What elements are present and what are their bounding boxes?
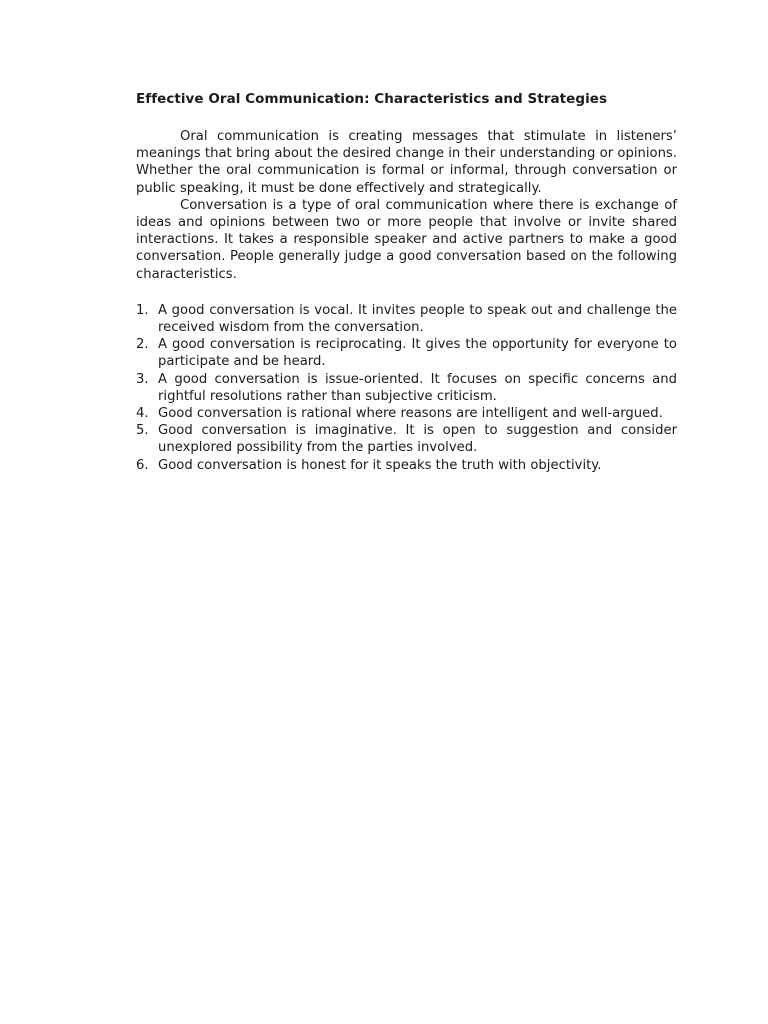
document-page (136, 90, 677, 474)
list-item (136, 336, 677, 370)
paragraph-oral-communication: Oral communication is creating messages that stimulate in listeners’ meanings that bring about the desired change in their understanding or opinions. Whether the oral communication is formal or informal, through conversation or public speaking, it must be done effectively and strategically. (136, 129, 677, 196)
list-item-number: 1. (136, 302, 149, 318)
document-title: Effective Oral Communication: Characteristics and Strategies (136, 91, 608, 107)
list-item (136, 457, 677, 474)
list-item (136, 422, 677, 456)
list-item-number: 2. (136, 337, 149, 353)
list-item-text: Good conversation is honest for it speaks the truth with objectivity. (158, 457, 602, 473)
list-item-text: A good conversation is reciprocating. It gives the opportunity for everyone to participate and be heard. (158, 337, 677, 370)
list-item-number: 6. (136, 457, 149, 473)
list-item-text: A good conversation is issue-oriented. It focuses on specific concerns and rightful resolutions rather than subjective criticism. (158, 371, 677, 404)
list-item-number: 3. (136, 371, 149, 387)
list-item-number: 5. (136, 423, 149, 439)
list-item (136, 405, 677, 422)
list-item-text: Good conversation is imaginative. It is open to suggestion and consider unexplored possibility from the parties involved. (158, 423, 677, 456)
list-item-number: 4. (136, 406, 149, 422)
list-item (136, 371, 677, 405)
paragraph-conversation: Conversation is a type of oral communication where there is exchange of ideas and opinions between two or more people that involve or invite shared interactions. It takes a responsible speaker and active partners to make a good conversation. People generally judge a good conversation based on the following characteristics. (136, 197, 677, 282)
list-item (136, 302, 677, 336)
list-item-text: Good conversation is rational where reasons are intelligent and well-argued. (158, 406, 663, 422)
characteristics-list (136, 302, 677, 474)
list-item-text: A good conversation is vocal. It invites people to speak out and challenge the received wisdom from the conversation. (158, 302, 677, 336)
